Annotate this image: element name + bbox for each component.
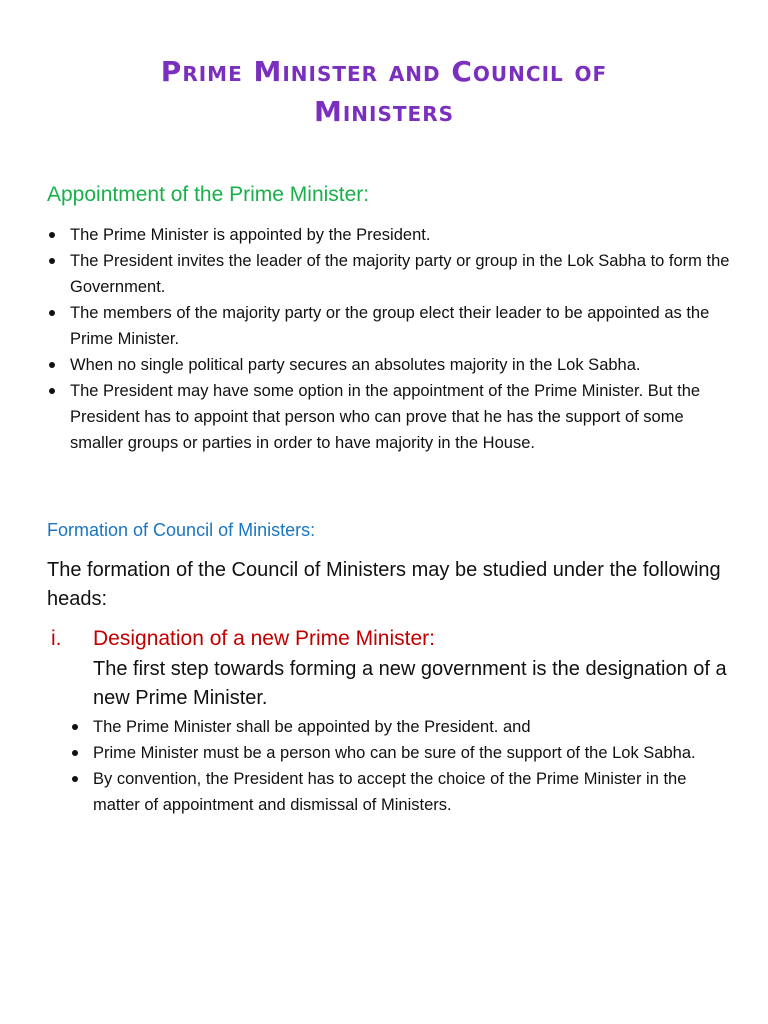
designation-paragraph: The first step towards forming a new government is the designation of a new Prime Minister. bbox=[93, 658, 727, 709]
list-item: The Prime Minister shall be appointed by the President. and bbox=[70, 714, 720, 740]
section-heading-formation: Formation of Council of Ministers: bbox=[47, 520, 316, 540]
list-item: The President invites the leader of the majority party or group in the Lok Sabha to form the Government. bbox=[47, 248, 737, 300]
list-item: The members of the majority party or the group elect their leader to be appointed as the Prime Minister. bbox=[47, 300, 737, 352]
formation-intro-paragraph: The formation of the Council of Ministers may be studied under the following heads: bbox=[47, 559, 721, 610]
designation-bullet-list bbox=[70, 714, 720, 818]
list-item: The Prime Minister is appointed by the President. bbox=[47, 222, 737, 248]
section-heading-appointment: Appointment of the Prime Minister: bbox=[47, 183, 370, 206]
page-title-line-1: Prime Minister and Council of bbox=[160, 55, 608, 88]
list-item: The President may have some option in the appointment of the Prime Minister. But the President has to appoint that person who can prove that he has the support of some smaller groups or parties in order to have majority in the House. bbox=[47, 378, 737, 456]
subheading-designation bbox=[51, 624, 435, 654]
list-item: When no single political party secures an absolutes majority in the Lok Sabha. bbox=[47, 352, 737, 378]
appointment-bullet-list bbox=[47, 222, 737, 456]
list-item: Prime Minister must be a person who can be sure of the support of the Lok Sabha. bbox=[70, 740, 720, 766]
subheading-text: Designation of a new Prime Minister: bbox=[93, 627, 435, 650]
page-title-line-2: Ministers bbox=[314, 95, 454, 128]
roman-numeral: i. bbox=[51, 627, 62, 650]
list-item: By convention, the President has to accept the choice of the Prime Minister in the matter of appointment and dismissal of Ministers. bbox=[70, 766, 720, 818]
